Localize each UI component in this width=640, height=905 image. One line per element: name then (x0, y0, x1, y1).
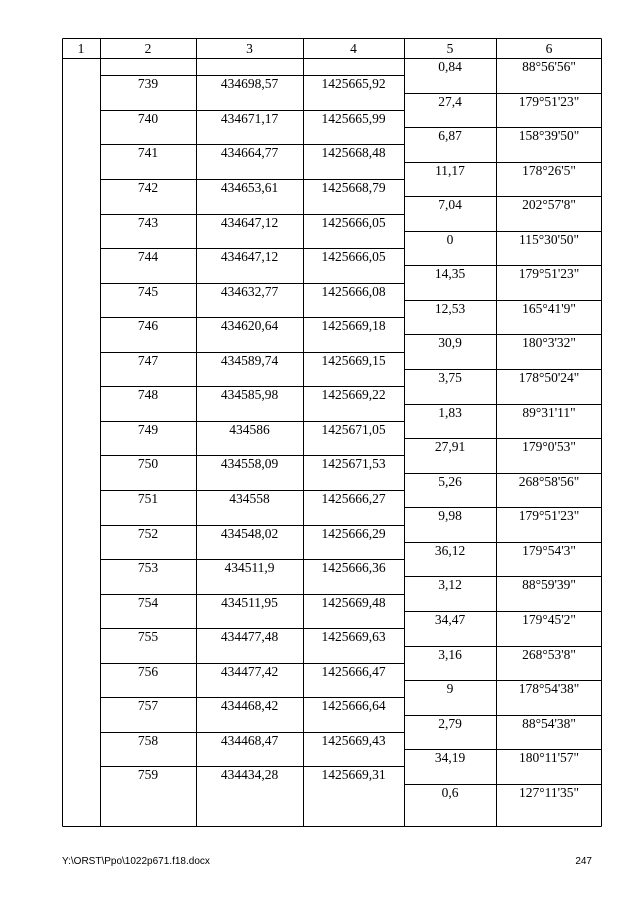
segment-angle: 179°51'23" (518, 93, 580, 109)
segment-distance: 5,26 (438, 473, 462, 489)
segment-distance: 1,83 (438, 404, 462, 420)
point-x-coordinate: 434558,09 (220, 456, 279, 472)
column-header-1: 1 (77, 41, 85, 56)
point-x-coordinate: 434468,47 (220, 732, 279, 748)
point-x-coordinate: 434558 (229, 491, 270, 506)
segment-angle: 268°58'56" (518, 473, 580, 489)
segment-angle: 268°53'8" (522, 646, 576, 662)
segment-angle: 88°54'38" (522, 715, 576, 731)
point-number: 743 (137, 214, 159, 230)
point-number: 742 (137, 179, 159, 195)
footer-file-path: Y:\ORST\Ppo\1022p671.f18.docx (62, 856, 210, 867)
point-y-coordinate: 1425671,05 (321, 421, 386, 437)
point-x-coordinate: 434511,9 (224, 560, 275, 576)
segment-distance: 3,16 (438, 646, 462, 662)
point-x-coordinate: 434620,64 (220, 318, 279, 334)
segment-angle: 179°51'23" (518, 266, 580, 282)
point-number: 752 (137, 525, 159, 541)
segment-distance: 6,87 (438, 128, 462, 144)
segment-distance: 27,91 (434, 439, 466, 455)
point-y-coordinate: 1425669,43 (321, 732, 386, 748)
segment-angle: 165°41'9" (522, 300, 576, 316)
point-number: 751 (137, 491, 159, 506)
point-number: 755 (137, 629, 159, 645)
point-y-coordinate: 1425669,18 (321, 318, 386, 334)
segment-distance: 9 (446, 681, 454, 697)
point-number: 740 (137, 110, 159, 126)
segment-angle: 179°54'3" (522, 542, 576, 558)
column-header-3: 3 (246, 41, 253, 56)
point-number: 757 (137, 698, 159, 714)
segment-distance: 34,19 (434, 750, 466, 766)
point-y-coordinate: 1425666,05 (321, 249, 386, 265)
point-y-coordinate: 1425666,47 (321, 663, 386, 679)
point-x-coordinate: 434434,28 (220, 767, 279, 783)
column-header-5: 5 (446, 41, 454, 56)
footer-page-number: 247 (575, 856, 592, 867)
segment-distance: 3,12 (438, 577, 462, 593)
point-number: 756 (137, 663, 159, 679)
segment-angle: 88°56'56" (522, 59, 576, 74)
point-y-coordinate: 1425666,27 (321, 491, 386, 506)
column-header-2: 2 (144, 41, 152, 56)
segment-angle: 89°31'11" (522, 404, 576, 420)
segment-distance: 27,4 (438, 93, 462, 109)
point-y-coordinate: 1425665,92 (321, 76, 386, 92)
segment-angle: 180°11'57" (518, 750, 580, 766)
point-x-coordinate: 434632,77 (220, 283, 279, 299)
point-y-coordinate: 1425671,53 (321, 456, 386, 472)
point-y-coordinate: 1425668,79 (321, 179, 386, 195)
segment-distance: 34,47 (434, 611, 466, 627)
segment-angle: 115°30'50" (518, 231, 580, 247)
point-number: 747 (137, 352, 159, 368)
segment-angle: 179°45'2" (522, 611, 576, 627)
point-y-coordinate: 1425666,36 (321, 560, 386, 576)
point-x-coordinate: 434477,48 (220, 629, 279, 645)
segment-distance: 0,84 (438, 59, 462, 74)
point-x-coordinate: 434698,57 (220, 76, 279, 92)
point-number: 744 (137, 249, 159, 265)
point-x-coordinate: 434589,74 (220, 352, 279, 368)
point-number: 741 (137, 145, 159, 161)
segment-distance: 14,35 (434, 266, 466, 282)
point-y-coordinate: 1425669,15 (321, 352, 386, 368)
point-number: 739 (137, 76, 159, 92)
segment-angle: 178°50'24" (518, 370, 580, 386)
point-y-coordinate: 1425666,64 (321, 698, 386, 714)
segment-distance: 12,53 (434, 300, 466, 316)
segment-angle: 158°39'50" (518, 128, 580, 144)
point-y-coordinate: 1425666,08 (321, 283, 386, 299)
point-number: 759 (137, 767, 159, 783)
point-x-coordinate: 434647,12 (220, 214, 279, 230)
point-x-coordinate: 434671,17 (220, 110, 279, 126)
coordinates-table (62, 38, 602, 827)
segment-distance: 7,04 (438, 197, 462, 213)
segment-angle: 178°54'38" (518, 681, 580, 697)
point-x-coordinate: 434664,77 (220, 145, 279, 161)
point-x-coordinate: 434647,12 (220, 249, 279, 265)
point-x-coordinate: 434477,42 (220, 663, 279, 679)
point-x-coordinate: 434511,95 (221, 594, 278, 610)
point-x-coordinate: 434653,61 (220, 179, 279, 195)
point-y-coordinate: 1425669,31 (321, 767, 386, 783)
segment-distance: 3,75 (438, 370, 462, 386)
point-x-coordinate: 434586 (229, 421, 270, 437)
segment-angle: 178°26'5" (522, 162, 576, 178)
segment-angle: 88°59'39" (522, 577, 576, 593)
point-x-coordinate: 434548,02 (220, 525, 279, 541)
point-number: 753 (137, 560, 159, 576)
segment-angle: 127°11'35" (518, 784, 580, 800)
segment-angle: 202°57'8" (522, 197, 576, 213)
point-x-coordinate: 434468,42 (220, 698, 279, 714)
point-number: 750 (137, 456, 159, 472)
segment-distance: 36,12 (434, 542, 466, 558)
segment-distance: 30,9 (438, 335, 462, 351)
segment-angle: 180°3'32" (522, 335, 576, 351)
column-header-4: 4 (350, 41, 357, 56)
segment-distance: 0 (446, 231, 454, 247)
point-number: 746 (137, 318, 159, 334)
segment-angle: 179°0'53" (522, 439, 576, 455)
point-y-coordinate: 1425666,05 (321, 214, 386, 230)
point-number: 745 (137, 283, 159, 299)
point-y-coordinate: 1425669,63 (321, 629, 386, 645)
point-number: 748 (137, 387, 159, 403)
point-number: 754 (137, 594, 159, 610)
segment-distance: 9,98 (438, 508, 462, 524)
segment-angle: 179°51'23" (518, 508, 580, 524)
column-header-6: 6 (545, 41, 553, 56)
point-x-coordinate: 434585,98 (220, 387, 279, 403)
point-y-coordinate: 1425669,48 (321, 594, 386, 610)
point-y-coordinate: 1425666,29 (321, 525, 386, 541)
point-y-coordinate: 1425665,99 (321, 110, 386, 126)
segment-distance: 2,79 (438, 715, 462, 731)
segment-distance: 11,17 (435, 162, 465, 178)
segment-distance: 0,6 (441, 784, 459, 800)
point-y-coordinate: 1425668,48 (321, 145, 386, 161)
point-number: 749 (137, 421, 159, 437)
point-y-coordinate: 1425669,22 (321, 387, 386, 403)
point-number: 758 (137, 732, 159, 748)
